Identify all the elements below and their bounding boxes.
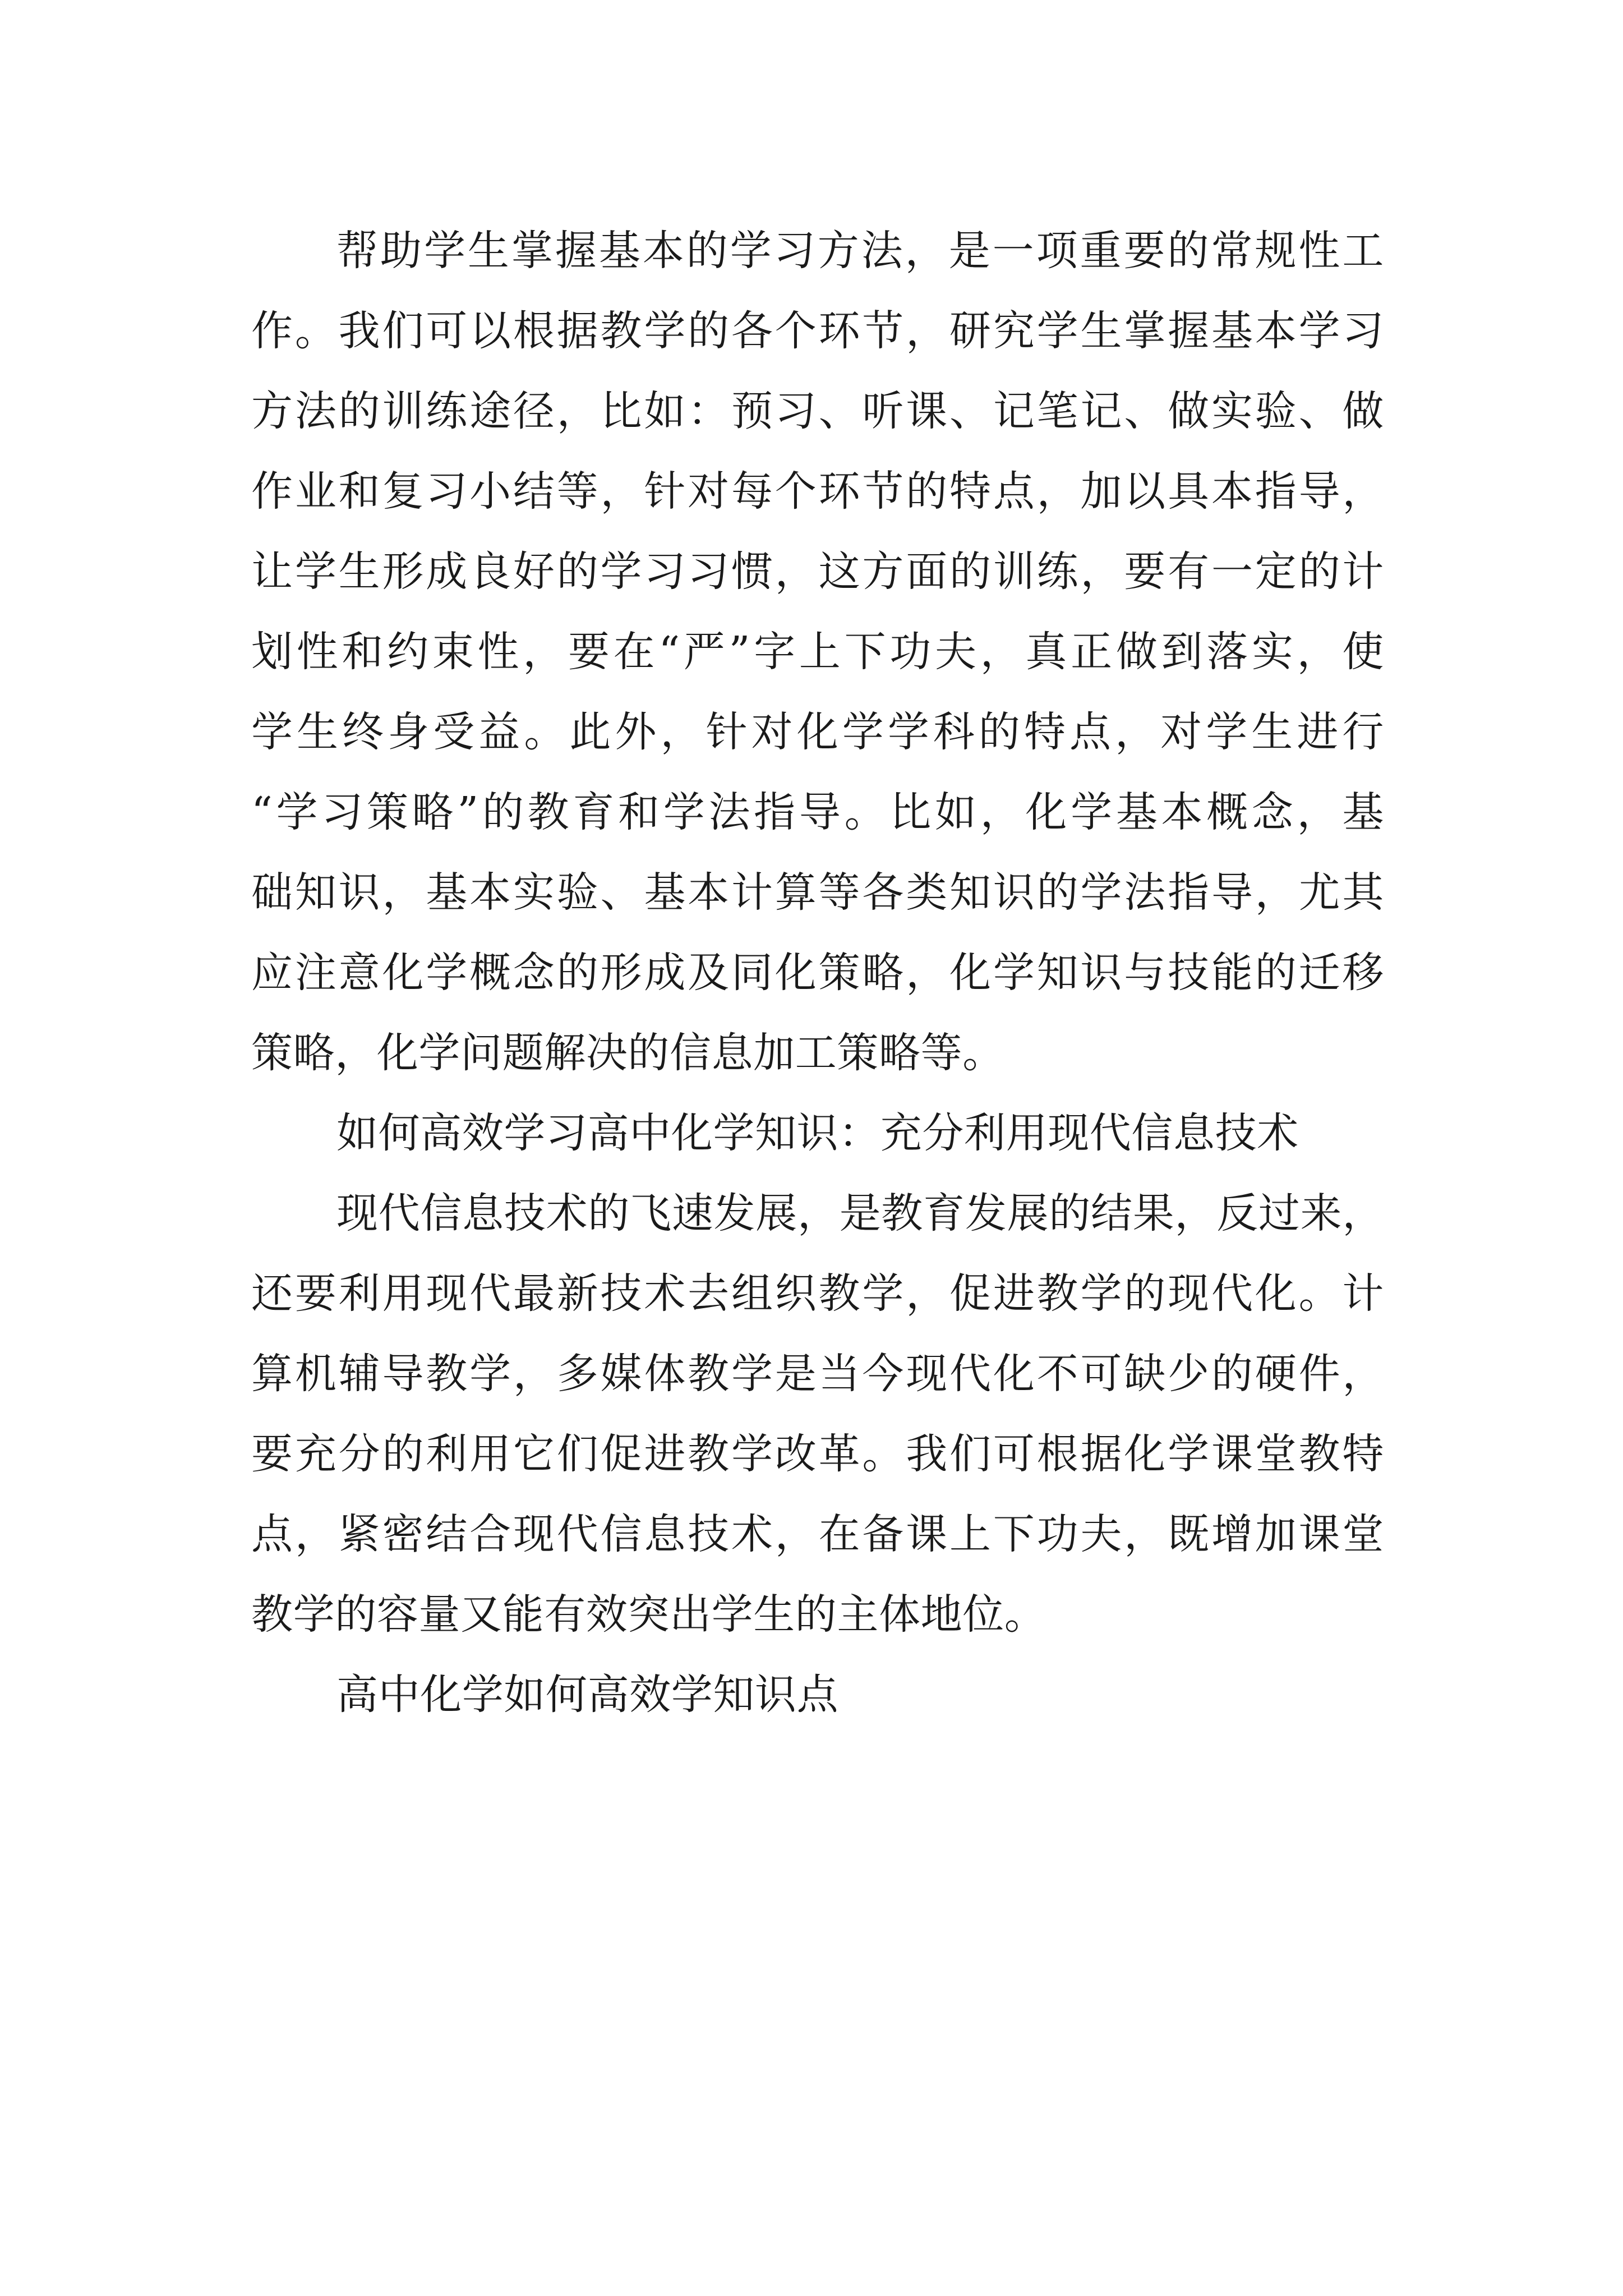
paragraph-info-tech bbox=[251, 1174, 1384, 1655]
text-line: 学生终身受益。此外，针对化学学科的特点，对学生进行 bbox=[251, 708, 1384, 756]
text-line: 策略，化学问题解决的信息加工策略等。 bbox=[251, 1029, 1004, 1077]
text-line: 帮助学生掌握基本的学习方法，是一项重要的常规性工 bbox=[336, 227, 1384, 275]
text-line: 方法的训练途径，比如：预习、听课、记笔记、做实验、做 bbox=[251, 387, 1384, 435]
text-line: 要充分的利用它们促进教学改革。我们可根据化学课堂教特 bbox=[251, 1430, 1384, 1478]
text-line: 现代信息技术的飞速发展，是教育发展的结果，反过来， bbox=[336, 1189, 1384, 1237]
document-page bbox=[251, 211, 1384, 1735]
text-line: 算机辅导教学，多媒体教学是当今现代化不可缺少的硬件， bbox=[251, 1350, 1384, 1398]
text-line: 点，紧密结合现代信息技术，在备课上下功夫，既增加课堂 bbox=[251, 1510, 1384, 1558]
text-line: 应注意化学概念的形成及同化策略，化学知识与技能的迁移 bbox=[251, 949, 1384, 997]
text-line: 让学生形成良好的学习习惯，这方面的训练，要有一定的计 bbox=[251, 547, 1384, 596]
text-line: “学习策略”的教育和学法指导。比如，化学基本概念，基 bbox=[251, 788, 1384, 836]
text-line: 教学的容量又能有效突出学生的主体地位。 bbox=[251, 1590, 1046, 1639]
text-line: 作。我们可以根据教学的各个环节，研究学生掌握基本学习 bbox=[251, 307, 1384, 355]
section-heading-knowledge-points: 高中化学如何高效学知识点 bbox=[336, 1671, 839, 1719]
section-heading-info-tech: 如何高效学习高中化学知识：充分利用现代信息技术 bbox=[336, 1109, 1299, 1157]
paragraph-study-methods bbox=[251, 211, 1384, 1093]
text-line: 作业和复习小结等，针对每个环节的特点，加以具本指导， bbox=[251, 467, 1384, 516]
text-line: 还要利用现代最新技术去组织教学，促进教学的现代化。计 bbox=[251, 1269, 1384, 1318]
text-line: 础知识，基本实验、基本计算等各类知识的学法指导，尤其 bbox=[251, 868, 1384, 917]
text-line: 划性和约束性，要在“严”字上下功夫，真正做到落实，使 bbox=[251, 628, 1384, 676]
